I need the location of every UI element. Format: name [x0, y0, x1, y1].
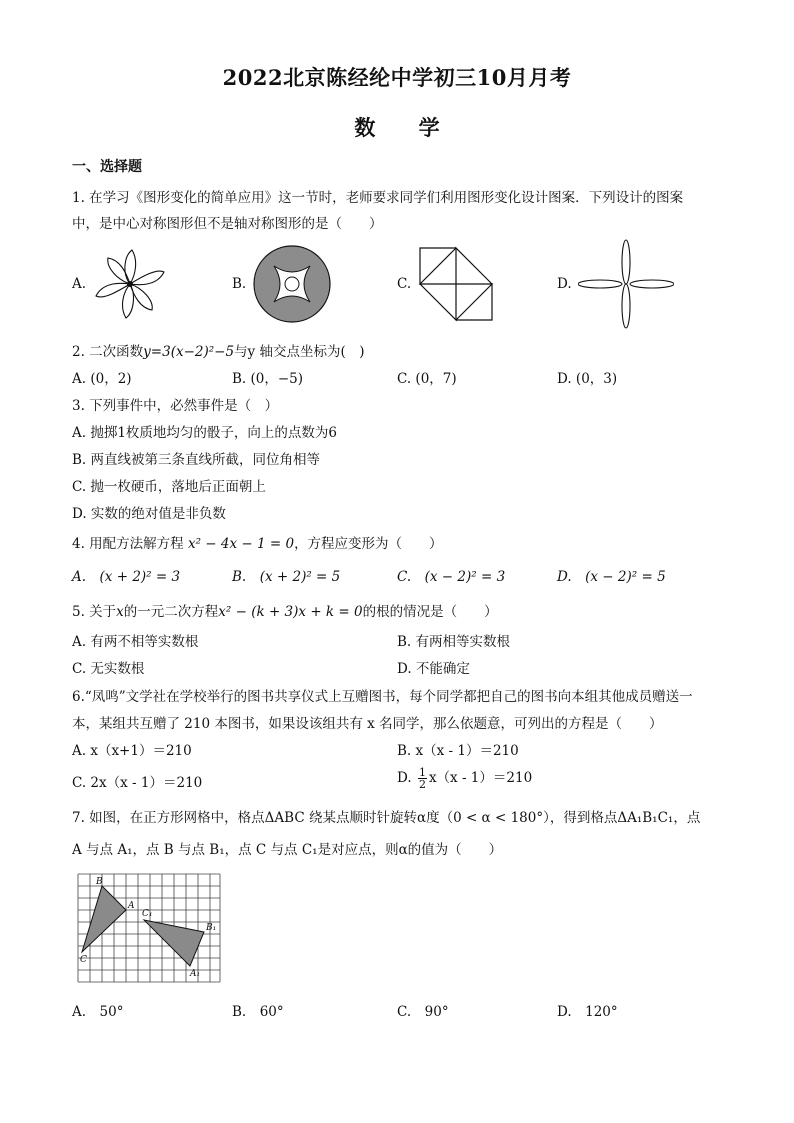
q2-option-b: B. (0，−5) — [232, 371, 304, 387]
circle-concave-square-figure — [252, 244, 332, 324]
q3-stem: 3. 下列事件中，必然事件是（ ） — [72, 398, 279, 414]
q4-suffix: ，方程应变形为（ ） — [294, 536, 443, 552]
petal — [130, 271, 164, 285]
q4-equation: x² − 4x − 1 = 0 — [187, 536, 295, 552]
q5-var: x — [116, 604, 124, 620]
four-petal-cross-figure — [578, 238, 674, 330]
q3-option-c: C. 抛一枚硬币，落地后正面朝上 — [72, 479, 266, 495]
q5-option-c: C. 无实数根 — [72, 661, 145, 677]
label-c: C — [80, 955, 87, 965]
q2-suffix: 与y 轴交点坐标为( ) — [234, 344, 365, 360]
q5-prefix: 5. 关于 — [72, 604, 117, 620]
q3-option-b: B. 两直线被第三条直线所截，同位角相等 — [72, 452, 321, 468]
q2-stem — [72, 340, 365, 360]
subject-char: 学 — [418, 115, 440, 140]
fraction-denominator: 2 — [418, 778, 426, 791]
q5-option-b: B. 有两相等实数根 — [397, 634, 511, 650]
fraction-numerator: 1 — [418, 766, 426, 779]
q5-option-a: A. 有两不相等实数根 — [72, 634, 199, 650]
q5-stem — [72, 600, 498, 620]
q6-stem-line1: 6.“凤鸣”文学社在学校举行的图书共享仪式上互赠图书，每个同学都把自己的图书向本组其他成员赠送一 — [72, 689, 693, 705]
q7-option-a: A. 50° — [72, 1004, 124, 1020]
q3-option-a: A. 抛掷1枚质地均匀的骰子，向上的点数为6 — [72, 425, 338, 441]
q6-option-d-text: x（x - 1）＝210 — [428, 770, 533, 786]
q4-option-c: C. (x − 2)² = 3 — [397, 569, 506, 585]
rotation-grid-figure — [76, 872, 222, 984]
q6-option-b: B. x（x - 1）＝210 — [397, 743, 519, 759]
q4-option-b: B. (x + 2)² = 5 — [232, 569, 341, 585]
q7-stem-line1: 7. 如图，在正方形网格中，格点ΔABC 绕某点顺时针旋转α度（0 < α < 180°），得到格点ΔA₁B₁C₁，点 — [72, 810, 701, 826]
q7-stem-line2: A 与点 A₁，点 B 与点 B₁，点 C 与点 C₁是对应点，则α的值为（ ） — [72, 842, 503, 858]
q4-option-d: D. (x − 2)² = 5 — [557, 569, 666, 585]
q2-function: y=3(x−2)²−5 — [143, 344, 235, 360]
q4-option-a: A. (x + 2)² = 3 — [72, 569, 181, 585]
q2-option-a: A. (0，2) — [72, 371, 132, 387]
q6-option-c: C. 2x（x - 1）＝210 — [72, 775, 203, 791]
q2-option-c: C. (0，7) — [397, 371, 457, 387]
q1-stem-line1: 1. 在学习《图形变化的简单应用》这一节时，老师要求同学们利用图形变化设计图案．下列设计的图案 — [72, 190, 684, 206]
label-a1: A₁ — [190, 969, 201, 979]
label-b1: B₁ — [206, 923, 217, 933]
q5-suffix: 的根的情况是（ ） — [362, 604, 498, 620]
label-b: B — [96, 877, 103, 887]
q4-prefix: 4. 用配方法解方程 — [72, 536, 184, 552]
q1-option-a-label: A. — [72, 276, 87, 292]
label-a: A — [128, 901, 135, 911]
q1-stem-line2: 中，是中心对称图形但不是轴对称图形的是（ ） — [72, 216, 383, 232]
q2-prefix: 2. 二次函数 — [72, 344, 144, 360]
q7-option-d: D. 120° — [557, 1004, 618, 1020]
label-c1: C₁ — [142, 909, 153, 919]
q5-mid: 的一元二次方程 — [123, 604, 219, 620]
q6-option-a: A. x（x+1）＝210 — [72, 743, 192, 759]
q6-stem-line2: 本，某组共互赠了 210 本图书，如果设该组共有 x 名同学，那么依题意，可列出的方程是（ ） — [72, 716, 663, 732]
q6-option-d — [397, 766, 532, 790]
petal — [125, 250, 136, 284]
q6-option-d-label: D. — [397, 770, 412, 786]
pinwheel-figure — [418, 246, 494, 322]
q1-option-b-label: B. — [232, 276, 247, 292]
exam-title: 2022北京陈经纶中学初三10月月考 — [222, 65, 572, 90]
six-petal-flower-figure — [92, 246, 168, 322]
one-half-fraction — [418, 767, 427, 790]
q7-option-c: C. 90° — [397, 1004, 449, 1020]
q2-option-d: D. (0，3) — [557, 371, 618, 387]
subject-char: 数 — [354, 115, 376, 140]
q3-option-d: D. 实数的绝对值是非负数 — [72, 506, 226, 522]
petal — [123, 284, 134, 318]
q5-equation: x² − (k + 3)x + k = 0 — [218, 604, 363, 620]
petal — [96, 283, 130, 297]
q4-stem — [72, 532, 443, 552]
triangle-abc — [82, 886, 126, 952]
subject-title — [0, 112, 794, 142]
q5-option-d: D. 不能确定 — [397, 661, 470, 677]
q1-option-c-label: C. — [397, 276, 412, 292]
q1-option-d-label: D. — [557, 276, 572, 292]
petal — [108, 258, 130, 284]
section-heading: 一、选择题 — [72, 159, 142, 175]
q7-option-b: B. 60° — [232, 1004, 284, 1020]
